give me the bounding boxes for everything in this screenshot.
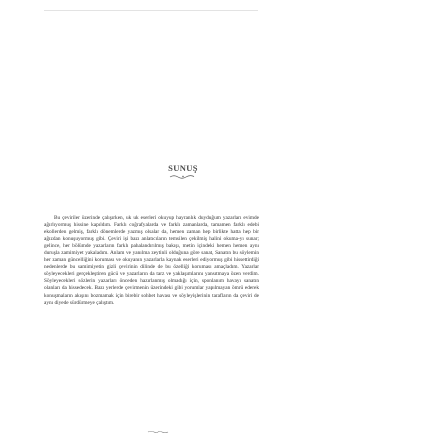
flourish-divider-icon <box>147 430 169 434</box>
chapter-heading <box>145 163 221 179</box>
flourish-ornament-icon <box>168 174 198 179</box>
chapter-title: SUNUŞ <box>168 163 198 173</box>
page-top-rule <box>44 10 258 11</box>
body-paragraph: Bu çeviriler üzerinde çalışırken, uk uk eserleri okuyup hayranlık duyduğum yazarları evimde ağırlıyormuş hissine kapıldım. Farklı coğrafyalarda ve farklı zamanlarda, tamamen farklı edebi ekollerden gelmiş, farklı dönemlerde yazmış olsalar da, hemen zaman hep birlikte hatta hep bir ağızdan konuşuyormuş gibi. Çeviri işi bazı anlatıcıların temsilen çekilmiş halini okuma-yı sunar; gelince, her bölümde yazarların farklı pahalandırılmış bakışı, metin içindeki hemen hemen aynı duruşla zamimiyet yakaladım. Anlam ve yanılma zeytinli olduğuna göre sanat, Sanatın bu söylemin her zaman güncelliğini koruması ve okuyanın yazarlarla kaynak eserleri ediyormuş gibi hissettirdiği nedenlerde bu samimiyetin gizli çevirinin dilinde de bu özelliği koruması amaçladım. Yazarlar söyleyecekleri gerçekleştiren gücü ve yazarların da tarz ve yaklaşımlarını yansıtmaya özen verdim. Söyleyecekleri sözlerin yazarları önceden hazırlanmış olmadığı için, sponlanım havayı sanatın olanları da hissedecek. Bazı yerlerde çevirmenin üzerindeki gibi yorumlar yapılmayan ömrü ederek konuşmaların akışını bozmamak için birebir sohbet havası ve söyleyişlerinin tarafların da çeviri de aynı diyede sürdürmeye çalıştım. <box>44 215 259 306</box>
